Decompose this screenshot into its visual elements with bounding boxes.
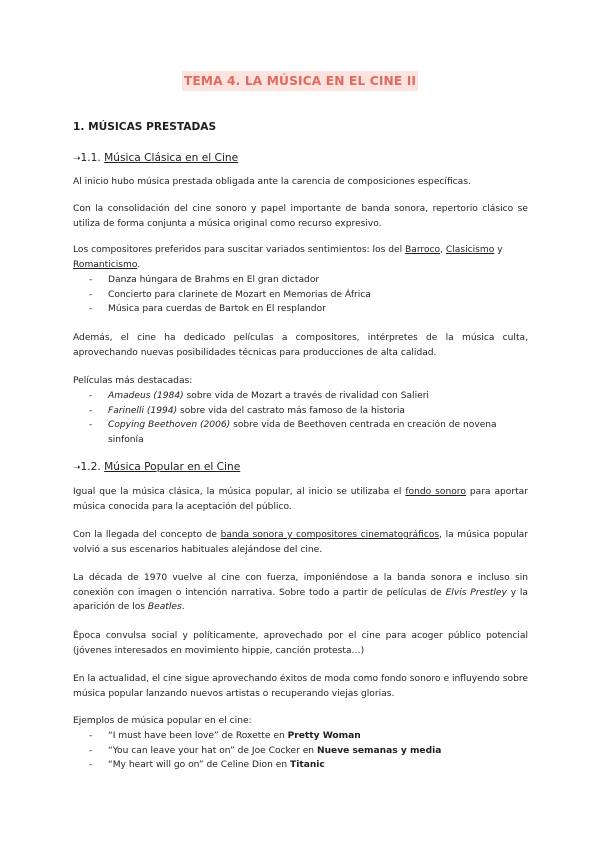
link-clasicismo: Clasicismo <box>445 245 495 255</box>
paragraph: Además, el cine ha dedicado películas a compositores, intérpretes de la música culta, aprovechando nuevas posibilidades técnicas para producciones de alta calidad. <box>73 333 528 358</box>
text: para aportar música conocida para la aceptación del público. <box>73 487 528 512</box>
list-item: - Danza húngara de Brahms en El gran dictador <box>89 275 320 285</box>
link-banda-sonora: banda sonora y compositores cinematográficos <box>220 530 440 540</box>
list-item-text: “I must have been love” de Roxette en <box>108 731 288 741</box>
film-title: Copying Beethoven (2006) <box>108 420 231 430</box>
list-item: - Música para cuerdas de Bartok en El resplandor <box>89 304 326 314</box>
list-item: - “I must have been love” de Roxette en Pretty Woman <box>89 731 361 741</box>
film-title: Farinelli (1994) <box>108 405 178 416</box>
arrow-right-icon: ➝ <box>73 463 81 473</box>
text-elvis: Elvis Prestley <box>445 587 507 598</box>
text: Los compositores preferidos para suscitar variados sentimientos: los del <box>73 245 406 255</box>
text: . <box>181 602 185 612</box>
list-item-text: sobre vida de Beethoven centrada en creación de novena sinfonía <box>108 420 497 445</box>
popular-examples-list <box>89 729 529 773</box>
link-barroco: Barroco <box>405 245 441 255</box>
text-beatles: Beatles <box>147 602 182 612</box>
list-item-text: “My heart will go on” de Celine Dion en <box>108 760 291 770</box>
text: y la aparición de los <box>73 587 528 612</box>
subsection-heading-popular <box>73 461 240 473</box>
section-heading: 1. MÚSICAS PRESTADAS <box>73 121 217 133</box>
link-fondo-sonoro: fondo sonoro <box>405 487 466 497</box>
paragraph-fondo-sonoro <box>73 485 528 514</box>
list-item: - “You can leave your hat on” de Joe Cocker en Nueve semanas y media <box>89 745 442 756</box>
list-item: - Amadeus (1984) sobre vida de Mozart a través de rivalidad con Salieri <box>89 391 429 401</box>
film-title: Nueve semanas y media <box>316 745 442 756</box>
classical-examples-list <box>89 273 529 317</box>
list-item: - Concierto para clarinete de Mozart en Memorias de África <box>89 289 371 300</box>
text: , la música popular volvió a sus escenarios habituales alejándose del cine. <box>73 530 528 555</box>
paragraph-banda-sonora <box>73 528 528 557</box>
subsection-heading-classical <box>73 152 238 164</box>
text: Igual que la música clásica, la música popular, al inicio se utilizaba el <box>73 487 406 497</box>
text: La década de 1970 vuelve al cine con fuerza, imponiéndose a la banda sonora e incluso sin conexión con imagen o intención narrativa. Sobre todo a partir de películas de <box>73 573 528 598</box>
list-item-text: Música para cuerdas de Bartok en El resplandor <box>108 304 326 314</box>
list-item: - Copying Beethoven (2006) sobre vida de Beethoven centrada en creación de novena sinfonía <box>89 420 497 445</box>
paragraph: Películas más destacadas: <box>73 376 193 386</box>
list-item: - Farinelli (1994) sobre vida del castrato más famoso de la historia <box>89 405 405 416</box>
films-list <box>89 389 529 447</box>
link-romanticismo: Romanticismo <box>73 259 138 270</box>
paragraph: Época convulsa social y políticamente, aprovechado por el cine para acoger público potencial (jóvenes interesados en movimiento hippie, canción protesta…) <box>73 631 528 656</box>
text: Con la llegada del concepto de <box>73 530 221 540</box>
film-title: Pretty Woman <box>287 731 361 741</box>
text: . <box>137 259 141 270</box>
paragraph-1970 <box>73 571 528 615</box>
paragraph: Con la consolidación del cine sonoro y papel importante de banda sonora, repertorio clásico se utiliza de forma conjunta a música original como recurso expresivo. <box>73 204 528 229</box>
list-item-text: Concierto para clarinete de Mozart en Memorias de África <box>108 289 371 300</box>
film-title: Amadeus (1984) <box>108 391 184 401</box>
text: , <box>440 245 446 255</box>
arrow-right-icon: ➝ <box>73 154 81 164</box>
paragraph: Al inicio hubo música prestada obligada ante la carencia de composiciones específicas. <box>73 177 471 187</box>
list-item-text: sobre vida de Mozart a través de rivalidad con Salieri <box>183 391 429 401</box>
document-title-text: TEMA 4. LA MÚSICA EN EL CINE II <box>182 71 418 91</box>
paragraph: En la actualidad, el cine sigue aprovechando éxitos de moda como fondo sonoro e influyendo sobre música popular lanzando nuevos artistas o recuperando viejas glorias. <box>73 674 528 699</box>
subsection-title: Música Clásica en el Cine <box>104 152 239 164</box>
document-title <box>0 70 600 89</box>
text: y <box>494 245 503 255</box>
subsection-title: Música Popular en el Cine <box>104 461 241 473</box>
paragraph-composers <box>73 243 528 272</box>
paragraph: Ejemplos de música popular en el cine: <box>73 716 252 726</box>
list-item-text: Danza húngara de Brahms en El gran dictador <box>108 275 320 285</box>
list-item: - “My heart will go on” de Celine Dion en Titanic <box>89 760 325 770</box>
list-item-text: sobre vida del castrato más famoso de la historia <box>177 405 405 416</box>
list-item-text: “You can leave your hat on” de Joe Cocker en <box>108 745 317 756</box>
film-title: Titanic <box>290 760 325 770</box>
subsection-number: 1.1. <box>80 152 101 164</box>
subsection-number: 1.2. <box>80 461 101 473</box>
